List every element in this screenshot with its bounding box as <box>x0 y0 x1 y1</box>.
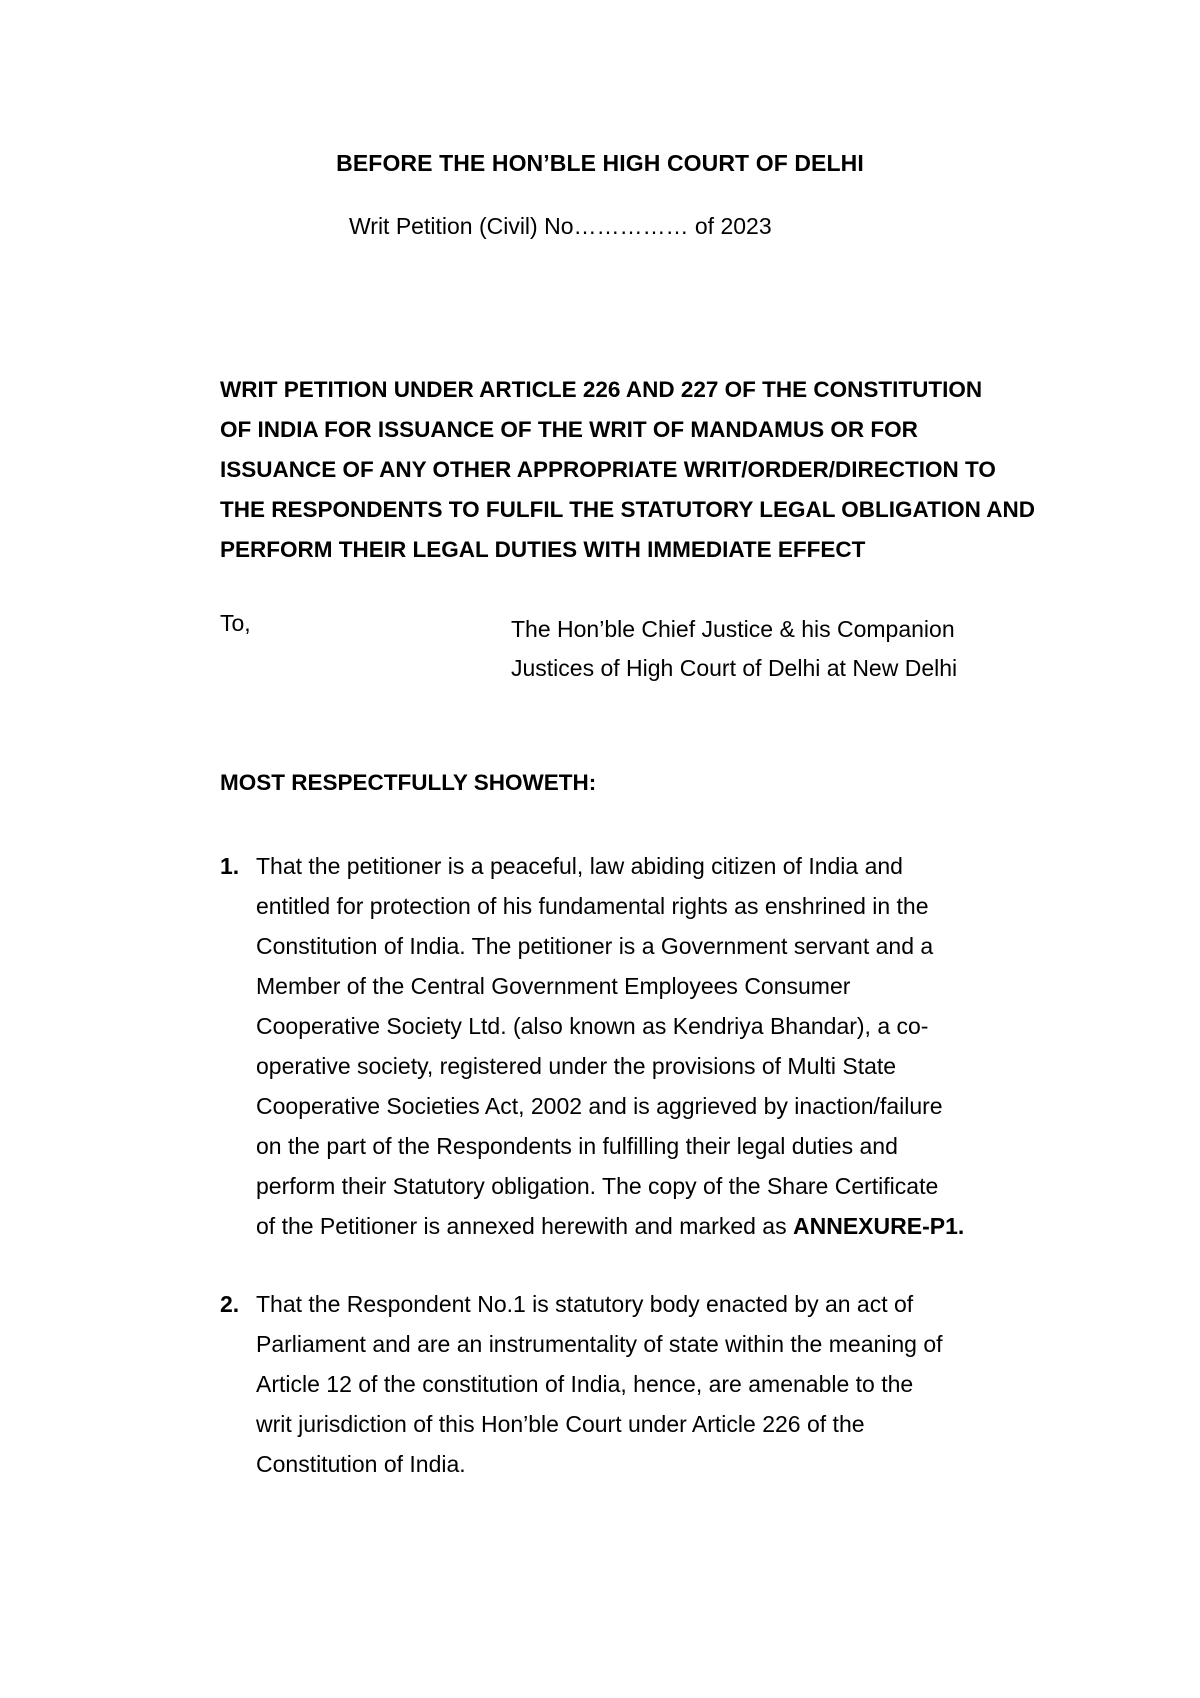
paragraph-line: Member of the Central Government Employees Consumer <box>256 973 851 999</box>
addressee-line: The Hon’ble Chief Justice & his Companion <box>511 616 955 642</box>
paragraph-line: Constitution of India. The petitioner is a Government servant and a <box>256 933 934 959</box>
subject-line: WRIT PETITION UNDER ARTICLE 226 AND 227 OF THE CONSTITUTION <box>220 377 983 402</box>
addressee-line: Justices of High Court of Delhi at New Delhi <box>511 655 958 681</box>
paragraph-line: operative society, registered under the provisions of Multi State <box>256 1053 897 1079</box>
subject-line: PERFORM THEIR LEGAL DUTIES WITH IMMEDIATE EFFECT <box>220 537 866 562</box>
paragraph-number: 1. <box>220 853 240 879</box>
paragraph-line: writ jurisdiction of this Hon’ble Court under Article 226 of the <box>256 1411 865 1437</box>
paragraph-line: That the petitioner is a peaceful, law abiding citizen of India and <box>256 853 903 879</box>
paragraph-line: Cooperative Societies Act, 2002 and is aggrieved by inaction/failure <box>256 1093 943 1119</box>
paragraph-line: Cooperative Society Ltd. (also known as Kendriya Bhandar), a co- <box>256 1013 929 1039</box>
petition-number: Writ Petition (Civil) No…………… of 2023 <box>349 213 772 239</box>
subject-line: THE RESPONDENTS TO FULFIL THE STATUTORY LEGAL OBLIGATION AND <box>220 497 1036 522</box>
showeth-heading: MOST RESPECTFULLY SHOWETH: <box>220 770 597 795</box>
paragraph-line: That the Respondent No.1 is statutory body enacted by an act of <box>256 1291 914 1317</box>
addressee-block <box>511 610 957 688</box>
paragraph-line: entitled for protection of his fundamental rights as enshrined in the <box>256 893 929 919</box>
paragraph-line-prefix: of the Petitioner is annexed herewith and marked as <box>256 1213 793 1239</box>
subject-line: OF INDIA FOR ISSUANCE OF THE WRIT OF MANDAMUS OR FOR <box>220 417 918 442</box>
subject-line: ISSUANCE OF ANY OTHER APPROPRIATE WRIT/ORDER/DIRECTION TO <box>220 457 996 482</box>
paragraph-line: Article 12 of the constitution of India, hence, are amenable to the <box>256 1371 914 1397</box>
paragraph-line: on the part of the Respondents in fulfilling their legal duties and <box>256 1133 898 1159</box>
paragraph-line: Parliament and are an instrumentality of state within the meaning of <box>256 1331 943 1357</box>
court-title: BEFORE THE HON’BLE HIGH COURT OF DELHI <box>336 150 864 176</box>
paragraph-line: Constitution of India. <box>256 1451 466 1477</box>
paragraph-text <box>256 1284 943 1484</box>
paragraph-text <box>256 846 964 1246</box>
to-label: To, <box>220 610 251 636</box>
paragraph-line-last <box>256 1206 964 1246</box>
petition-subject <box>220 370 1100 570</box>
paragraph-line: perform their Statutory obligation. The copy of the Share Certificate <box>256 1173 939 1199</box>
annexure-reference: ANNEXURE-P1. <box>793 1213 965 1239</box>
paragraph-number: 2. <box>220 1291 240 1317</box>
